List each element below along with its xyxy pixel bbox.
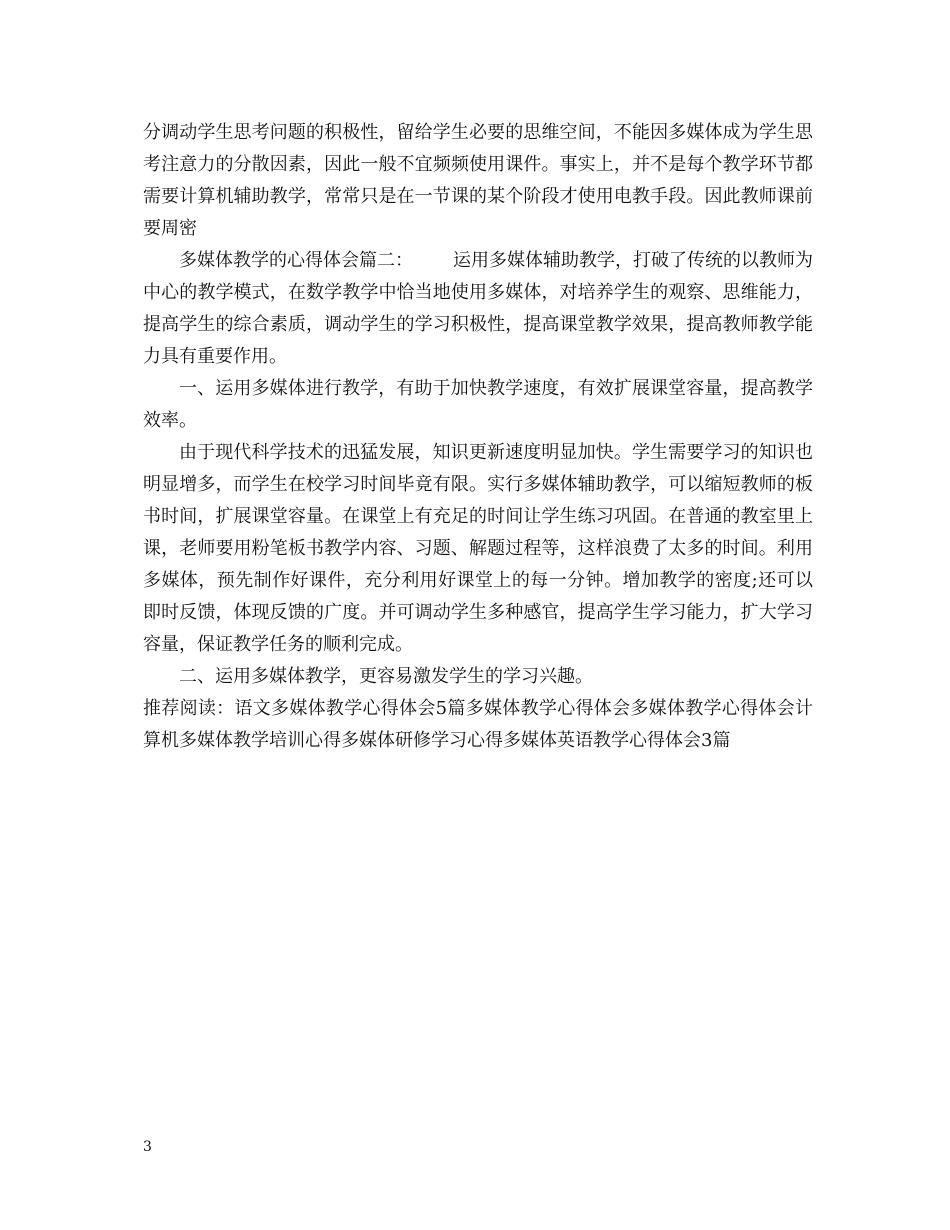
paragraph-section-two bbox=[143, 245, 813, 373]
section-intro: 运用多媒体辅助教学，打破了传统的以教师为中心的教学模式，在数学教学中恰当地使用多媒体，对培养学生的观察、思维能力，提高学生的综合素质，调动学生的学习积极性，提高课堂教学效果，提高教师教学能力具有重要作用。 bbox=[143, 250, 813, 367]
paragraph-continued: 分调动学生思考问题的积极性，留给学生必要的思维空间，不能因多媒体成为学生思考注意力的分散因素，因此一般不宜频频使用课件。事实上，并不是每个教学环节都需要计算机辅助教学，常常只是在一节课的某个阶段才使用电教手段。因此教师课前要周密 bbox=[143, 122, 813, 239]
paragraph-point-two: 二、运用多媒体教学，更容易激发学生的学习兴趣。 bbox=[179, 666, 593, 687]
paragraph-point-one: 一、运用多媒体进行教学，有助于加快教学速度，有效扩展课堂容量，提高教学效率。 bbox=[143, 378, 813, 431]
section-title: 多媒体教学的心得体会篇二： bbox=[179, 250, 413, 271]
page-number: 3 bbox=[143, 1139, 152, 1155]
body-text bbox=[143, 117, 813, 757]
paragraph-point-one-detail: 由于现代科学技术的迅猛发展，知识更新速度明显加快。学生需要学习的知识也明显增多，而学生在校学习时间毕竟有限。实行多媒体辅助教学，可以缩短教师的板书时间，扩展课堂容量。在课堂上有充足的时间让学生练习巩固。在普通的教室里上课，老师要用粉笔板书教学内容、习题、解题过程等，这样浪费了太多的时间。利用多媒体，预先制作好课件，充分利用好课堂上的每一分钟。增加教学的密度;还可以即时反馈，体现反馈的广度。并可调动学生多种感官，提高学生学习能力，扩大学习容量，保证教学任务的顺利完成。 bbox=[143, 442, 813, 655]
recommended-reading: 推荐阅读：语文多媒体教学心得体会5篇多媒体教学心得体会多媒体教学心得体会计算机多媒体教学培训心得多媒体研修学习心得多媒体英语教学心得体会3篇 bbox=[143, 698, 813, 751]
